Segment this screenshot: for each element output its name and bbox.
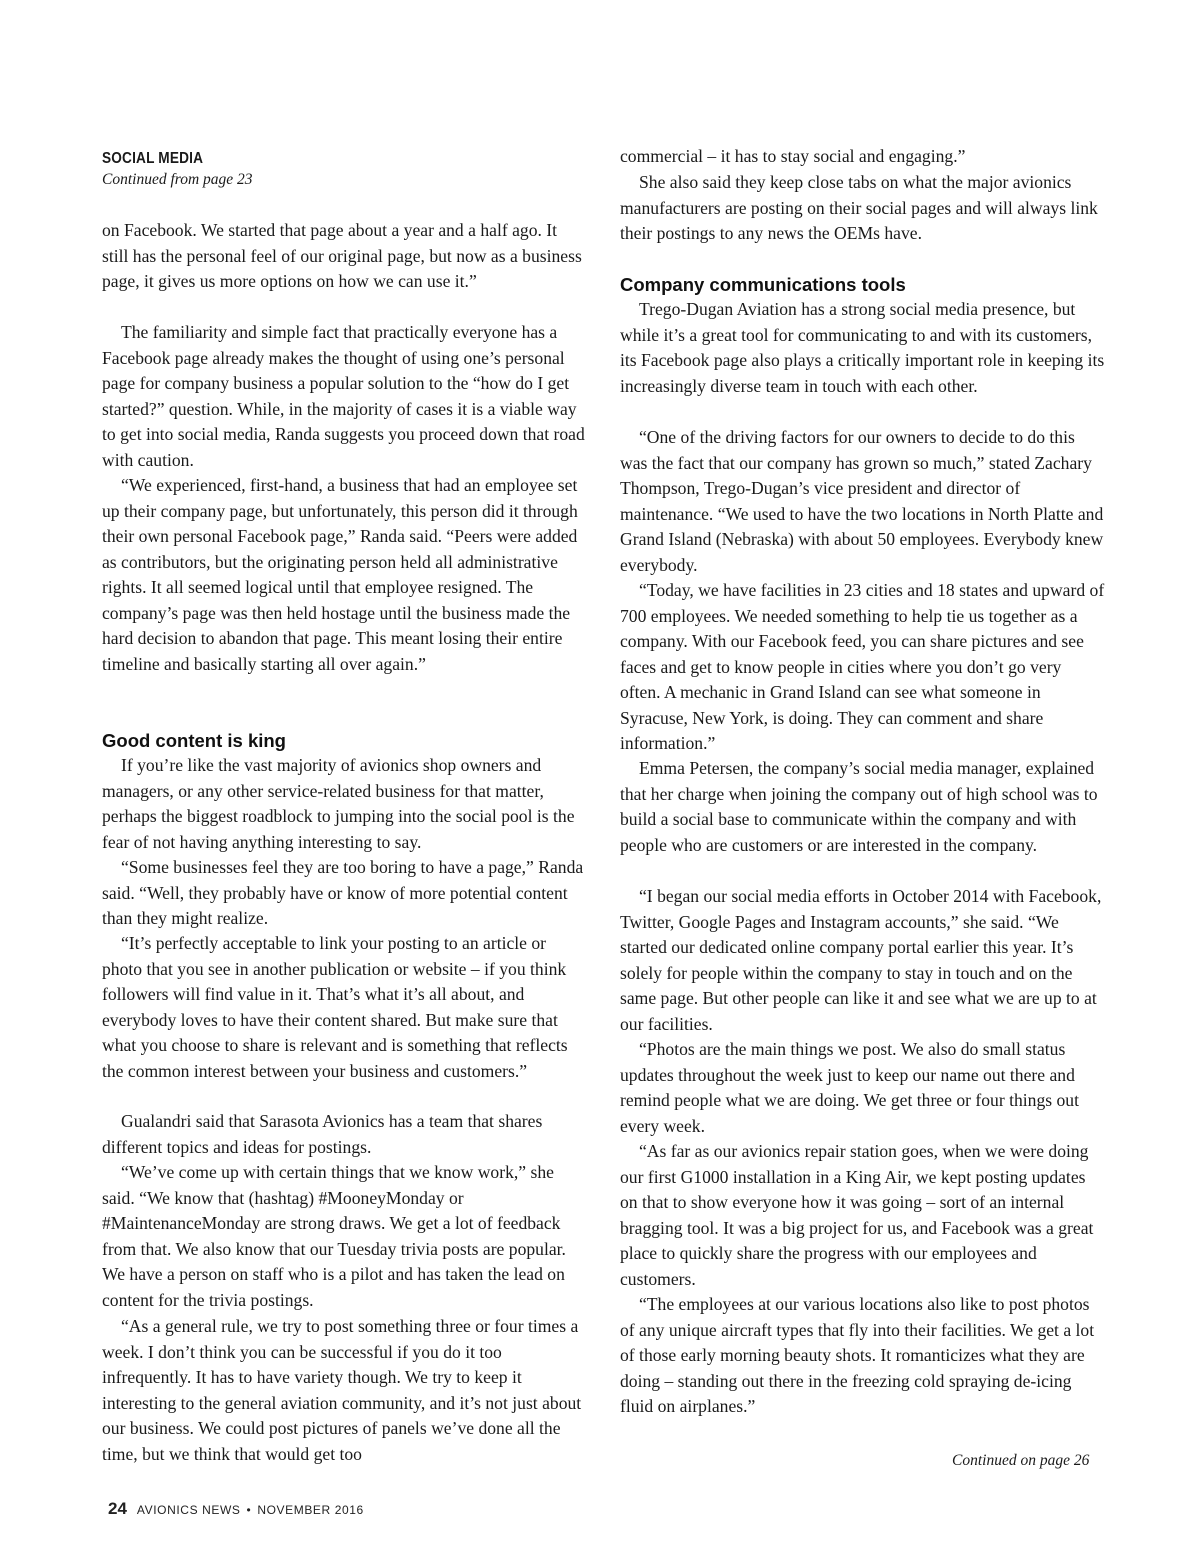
paragraph: She also said they keep close tabs on what the major avionics manufacturers are posting on their social pages and will always link their postings to any news the OEMs have. <box>620 172 1098 243</box>
paragraph: “One of the driving factors for our owners to decide to do this was the fact that our company has grown so much,” stated Zachary Thompson, Trego-Dugan’s vice president and director of maintenance. “We used to have the two locations in North Platte and Grand Island (Nebraska) with about 50 employees. Everybody knew everybody. <box>620 427 1104 575</box>
paragraph: Trego-Dugan Aviation has a strong social media presence, but while it’s a great tool for communicating to and with its customers, its Facebook page also plays a critically important role in keeping its increasingly diverse team in touch with each other. <box>620 299 1105 396</box>
section-heading: Good content is king <box>102 730 286 751</box>
paragraph: If you’re like the vast majority of avionics shop owners and managers, or any other service-related business for that matter, perhaps the biggest roadblock to jumping into the social pool is the fear of not having anything interesting to say. <box>102 755 575 852</box>
paragraph: “I began our social media efforts in October 2014 with Facebook, Twitter, Google Pages and Instagram accounts,” she said. “We started our dedicated online company portal earlier this year. It’s solely for people within the company to stay in touch and on the same page. But other people can like it and see what we are up to at our facilities. <box>620 886 1102 1034</box>
paragraph: commercial – it has to stay social and engaging.” <box>620 146 966 166</box>
publication-name: AVIONICS NEWS <box>136 1503 241 1517</box>
paragraph: “We experienced, first-hand, a business that had an employee set up their company page, but unfortunately, this person did it through their own personal Facebook page,” Randa said. “Peers were added as contributors, but the originating person held all administrative rights. It all seemed logical until that employee resigned. The company’s page was then held hostage until the business made the hard decision to abandon that page. This meant losing their entire timeline and basically starting all over again.” <box>102 475 578 674</box>
paragraph: “We’ve come up with certain things that we know work,” she said. “We know that (hashtag) #MooneyMonday or #MaintenanceMonday are strong draws. We get a lot of feedback from that. We also know that our Tuesday trivia posts are popular. We have a person on staff who is a pilot and has taken the lead on content for the trivia postings. <box>102 1162 566 1310</box>
footer-separator: • <box>246 1503 252 1517</box>
paragraph: Emma Petersen, the company’s social media manager, explained that her charge when joining the company out of high school was to build a social base to communicate within the company and with people who are customers or are interested in the company. <box>620 758 1098 855</box>
paragraph: “Photos are the main things we post. We also do small status updates throughout the week just to keep our name out there and remind people what we are doing. We get three or four things out every week. <box>620 1039 1079 1136</box>
section-kicker: SOCIAL MEDIA <box>102 150 204 167</box>
paragraph: “Today, we have facilities in 23 cities and 18 states and upward of 700 employees. We needed something to help tie us together as a company. With our Facebook feed, you can share pictures and see faces and get to know people in cities where you don’t go very often. A mechanic in Grand Island can see what someone in Syracuse, New York, is doing. They can comment and share information.” <box>620 580 1105 753</box>
page-footer <box>108 1499 364 1519</box>
continued-on-note: Continued on page 26 <box>952 1452 1090 1469</box>
paragraph: “The employees at our various locations also like to post photos of any unique aircraft types that fly into their facilities. We get a lot of those early morning beauty shots. It romanticizes what they are doing – standing out there in the freezing cold spraying de-icing fluid on airplanes.” <box>620 1294 1095 1416</box>
paragraph: The familiarity and simple fact that practically everyone has a Facebook page already makes the thought of using one’s personal page for company business a popular solution to the “how do I get started?” question. While, in the majority of cases it is a viable way to get into social media, Randa suggests you proceed down that road with caution. <box>102 322 585 470</box>
page-number: 24 <box>108 1499 127 1518</box>
paragraph: Gualandri said that Sarasota Avionics has a team that shares different topics and ideas for postings. <box>102 1111 543 1157</box>
issue-date: NOVEMBER 2016 <box>257 1503 364 1517</box>
paragraph: “As a general rule, we try to post something three or four times a week. I don’t think you can be successful if you do it too infrequently. It has to have variety though. We try to keep it interesting to the general aviation community, and it’s not just about our business. We could post pictures of panels we’ve done all the time, but we think that would get too <box>102 1316 582 1464</box>
continued-from-note: Continued from page 23 <box>102 171 253 188</box>
paragraph: “It’s perfectly acceptable to link your posting to an article or photo that you see in another publication or website – if you think followers will find value in it. That’s what it’s all about, and everybody loves to have their content shared. But make sure that what you choose to share is relevant and is something that reflects the common interest between your business and customers.” <box>102 933 568 1081</box>
paragraph: “As far as our avionics repair station goes, when we were doing our first G1000 installation in a King Air, we kept posting updates on that to show everyone how it was going – sort of an internal bragging tool. It was a big project for us, and Facebook was a great place to quickly share the progress with our employees and customers. <box>620 1141 1094 1289</box>
paragraph: “Some businesses feel they are too boring to have a page,” Randa said. “Well, they probably have or know of more potential content than they might realize. <box>102 857 584 928</box>
section-heading: Company communications tools <box>620 274 906 295</box>
paragraph: on Facebook. We started that page about a year and a half ago. It still has the personal feel of our original page, but now as a business page, it gives us more options on how we can use it.” <box>102 220 582 291</box>
